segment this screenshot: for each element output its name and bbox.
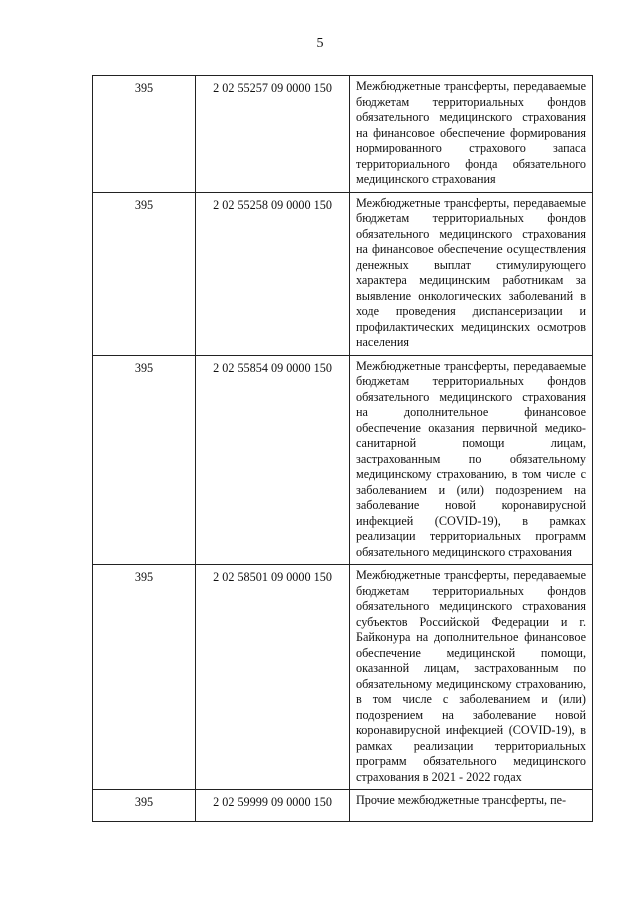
budget-code-cell: 2 02 59999 09 0000 150 <box>196 790 350 822</box>
description-cell: Прочие межбюджетные трансферты, пе- <box>350 790 593 822</box>
budget-code-cell: 2 02 58501 09 0000 150 <box>196 565 350 790</box>
table-row <box>93 76 593 193</box>
page-number: 5 <box>316 36 324 51</box>
table-row <box>93 565 593 790</box>
budget-classification-table <box>92 75 593 822</box>
admin-code-cell: 395 <box>93 192 196 355</box>
table-row <box>93 790 593 822</box>
admin-code-cell: 395 <box>93 565 196 790</box>
description-cell: Межбюджетные трансферты, передаваемые бюджетам территориальных фондов обязательного медицинского страхования на финансовое обеспечение формирования нормированного страхового запаса территориального фонда обязательного медицинского страхования <box>350 76 593 193</box>
admin-code-cell: 395 <box>93 790 196 822</box>
description-cell: Межбюджетные трансферты, передаваемые бюджетам территориальных фондов обязательного медицинского страхования субъектов Российской Федерации и г. Байконура на дополнительное финансовое обеспечение медицинской помощи, оказанной лицам, застрахованным по обязательному медицинскому страхованию, в том числе с заболеванием и (или) подозрением на заболевание новой коронавирусной инфекцией (COVID-19), в рамках реализации территориальных программ обязательного медицинского страхования в 2021 - 2022 годах <box>350 565 593 790</box>
table-row <box>93 355 593 565</box>
description-cell: Межбюджетные трансферты, передаваемые бюджетам территориальных фондов обязательного медицинского страхования на финансовое обеспечение осуществления денежных выплат стимулирующего характера медицинским работникам за выявление онкологических заболеваний в ходе проведения диспансеризации и профилактических медицинских осмотров населения <box>350 192 593 355</box>
description-cell: Межбюджетные трансферты, передаваемые бюджетам территориальных фондов обязательного медицинского страхования на дополнительное финансовое обеспечение оказания первичной медико-санитарной помощи лицам, застрахованным по обязательному медицинскому страхованию, в том числе с заболеванием и (или) подозрением на заболевание новой коронавирусной инфекцией (COVID-19), в рамках реализации территориальных программ обязательного медицинского страхования <box>350 355 593 565</box>
table-row <box>93 192 593 355</box>
budget-code-cell: 2 02 55258 09 0000 150 <box>196 192 350 355</box>
budget-code-cell: 2 02 55854 09 0000 150 <box>196 355 350 565</box>
admin-code-cell: 395 <box>93 76 196 193</box>
budget-code-cell: 2 02 55257 09 0000 150 <box>196 76 350 193</box>
admin-code-cell: 395 <box>93 355 196 565</box>
